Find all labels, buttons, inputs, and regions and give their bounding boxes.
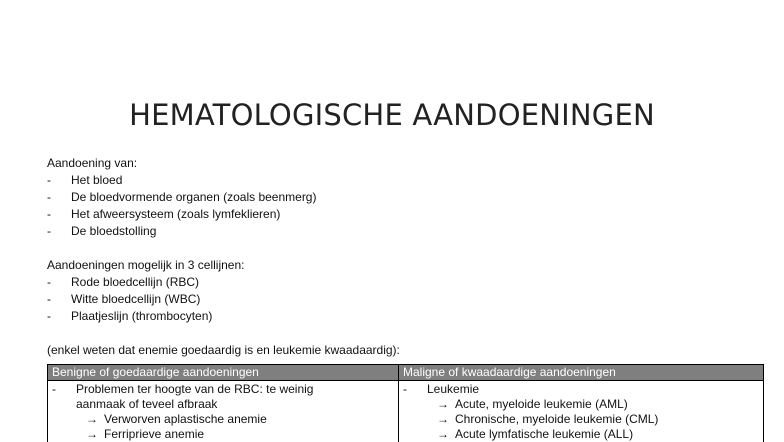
page-title: HEMATOLOGISCHE AANDOENINGEN (0, 98, 784, 132)
sub-list-item (403, 397, 759, 412)
list-item (47, 308, 757, 325)
sub-list-item (52, 427, 394, 442)
section2-intro: Aandoeningen mogelijk in 3 cellijnen: (47, 257, 757, 274)
sub-item-text: Ferriprieve anemie (104, 427, 204, 441)
list-item-text: Witte bloedcellijn (WBC) (71, 292, 200, 306)
column-header-benign: Benigne of goedaardige aandoeningen (48, 365, 399, 381)
list-item (47, 172, 757, 189)
bullet-dash: - (47, 189, 51, 206)
document-body (47, 155, 757, 359)
table-row (48, 381, 764, 442)
sub-item-text: Verworven aplastische anemie (104, 412, 267, 426)
sub-list-item (403, 427, 759, 442)
list-item (47, 206, 757, 223)
list-item-text: Plaatjeslijn (thrombocyten) (71, 309, 212, 323)
bullet-dash: - (403, 382, 407, 397)
section1-list (47, 172, 757, 240)
list-item-text: De bloedstolling (71, 224, 156, 238)
list-item (47, 189, 757, 206)
comparison-table (47, 364, 764, 442)
sub-item-text: Chronische, myeloide leukemie (CML) (455, 412, 658, 426)
arrow-icon: → (437, 427, 449, 442)
list-item-text: De bloedvormende organen (zoals beenmerg) (71, 190, 316, 204)
section1-intro: Aandoening van: (47, 155, 757, 172)
malign-item: Leukemie (427, 382, 759, 397)
table-note: (enkel weten dat enemie goedaardig is en leukemie kwaadaardig): (47, 342, 757, 359)
benign-item-line1: Problemen ter hoogte van de RBC: te weinig (76, 382, 394, 397)
bullet-dash: - (47, 223, 51, 240)
table-header-row (48, 365, 764, 381)
bullet-dash: - (47, 291, 51, 308)
arrow-icon: → (437, 412, 449, 427)
column-header-malign: Maligne of kwaadaardige aandoeningen (399, 365, 764, 381)
arrow-icon: → (86, 412, 98, 427)
bullet-dash: - (47, 308, 51, 325)
list-item (47, 274, 757, 291)
bullet-dash: - (47, 206, 51, 223)
sub-item-text: Acute, myeloide leukemie (AML) (455, 397, 628, 411)
sub-list-item (52, 412, 394, 427)
arrow-icon: → (437, 397, 449, 412)
list-item-text: Het afweersysteem (zoals lymfeklieren) (71, 207, 280, 221)
list-item (47, 291, 757, 308)
list-item (52, 382, 394, 412)
list-item (403, 382, 759, 397)
bullet-dash: - (47, 274, 51, 291)
arrow-icon: → (86, 427, 98, 442)
benign-cell (48, 381, 399, 442)
sub-list-item (403, 412, 759, 427)
list-item-text: Rode bloedcellijn (RBC) (71, 275, 199, 289)
sub-item-text: Acute lymfatische leukemie (ALL) (455, 427, 633, 441)
bullet-dash: - (47, 172, 51, 189)
section2-list (47, 274, 757, 325)
list-item-text: Het bloed (71, 173, 122, 187)
benign-item-line2: aanmaak of teveel afbraak (76, 397, 394, 412)
bullet-dash: - (52, 382, 56, 397)
list-item (47, 223, 757, 240)
malign-cell (399, 381, 764, 442)
